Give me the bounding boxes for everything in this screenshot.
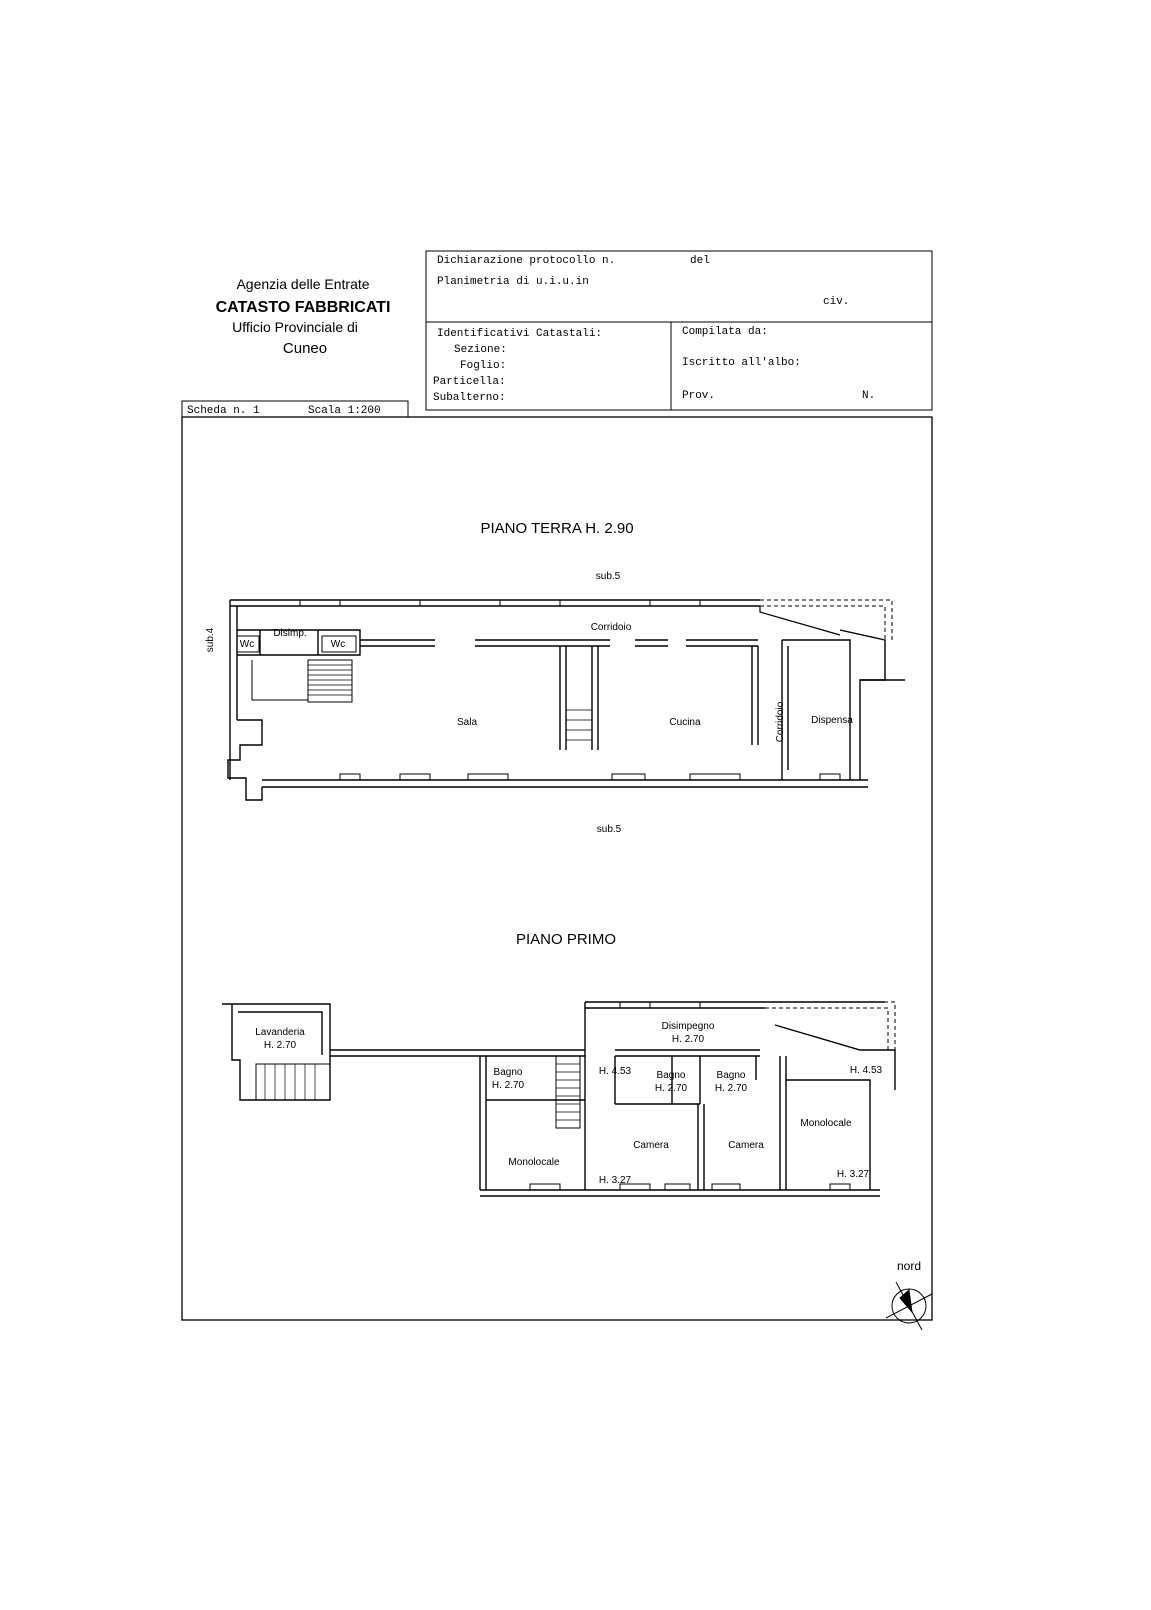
height-3-27-a: H. 3.27 <box>598 1175 632 1186</box>
room-camera-1: Camera <box>633 1140 669 1151</box>
planimetria-label: Planimetria di u.i.u.in <box>437 276 589 288</box>
room-dispensa: Dispensa <box>811 715 853 726</box>
height-4-53-b: H. 4.53 <box>849 1065 883 1076</box>
room-sala: Sala <box>456 717 478 728</box>
particella-label: Particella: <box>433 376 506 388</box>
room-wc-1: Wc <box>239 639 255 650</box>
civ-label: civ. <box>823 296 850 308</box>
room-lavanderia: Lavanderia <box>255 1027 305 1038</box>
identificativi-label: Identificativi Catastali: <box>437 328 603 340</box>
scala-label: Scala 1:200 <box>308 405 381 417</box>
sub4-label: sub.4 <box>205 627 216 653</box>
compilata-label: Compilata da: <box>682 326 768 338</box>
room-corridoio-vertical: Corridoio <box>775 701 786 743</box>
scheda-label: Scheda n. 1 <box>187 405 260 417</box>
north-arrow-icon <box>886 1282 932 1330</box>
foglio-label: Foglio: <box>460 360 507 372</box>
first-floor-title: PIANO PRIMO <box>515 931 617 948</box>
dichiarazione-label: Dichiarazione protocollo n. <box>437 255 616 267</box>
room-disimpegno-height: H. 2.70 <box>671 1034 705 1045</box>
room-monolocale-2: Monolocale <box>800 1118 852 1129</box>
city-name: Cuneo <box>282 340 328 357</box>
room-corridoio: Corridoio <box>590 622 632 633</box>
agency-name: Agenzia delle Entrate <box>236 276 370 292</box>
room-bagno-2: Bagno <box>656 1070 686 1081</box>
catasto-title: CATASTO FABBRICATI <box>215 299 391 316</box>
room-camera-2: Camera <box>728 1140 764 1151</box>
ufficio-label: Ufficio Provinciale di <box>232 319 358 335</box>
room-bagno-3: Bagno <box>716 1070 746 1081</box>
room-monolocale-1: Monolocale <box>508 1157 560 1168</box>
sub5-top-label: sub.5 <box>595 571 621 582</box>
prov-label: Prov. <box>682 390 716 402</box>
del-label: del <box>690 255 710 267</box>
height-3-27-b: H. 3.27 <box>836 1169 870 1180</box>
north-label: nord <box>896 1259 922 1273</box>
iscritto-label: Iscritto all'albo: <box>682 357 801 369</box>
sezione-label: Sezione: <box>454 344 507 356</box>
ground-floor-plan <box>228 600 905 800</box>
room-wc-2: Wc <box>330 639 346 650</box>
room-lavanderia-height: H. 2.70 <box>263 1040 297 1051</box>
room-bagno-1: Bagno <box>493 1067 523 1078</box>
sub5-bottom-label: sub.5 <box>596 824 622 835</box>
agency-header <box>216 276 391 357</box>
drawing-frame <box>182 417 932 1320</box>
room-bagno-2-height: H. 2.70 <box>654 1083 688 1094</box>
room-bagno-1-height: H. 2.70 <box>491 1080 525 1091</box>
subalterno-label: Subalterno: <box>433 392 506 404</box>
room-disimpegno: Disimpegno <box>661 1021 715 1032</box>
room-disimp: Disimp. <box>273 628 307 639</box>
n-label: N. <box>862 390 876 402</box>
room-bagno-3-height: H. 2.70 <box>714 1083 748 1094</box>
room-cucina: Cucina <box>669 717 701 728</box>
height-4-53-a: H. 4.53 <box>598 1066 632 1077</box>
ground-floor-title: PIANO TERRA H. 2.90 <box>480 520 634 537</box>
